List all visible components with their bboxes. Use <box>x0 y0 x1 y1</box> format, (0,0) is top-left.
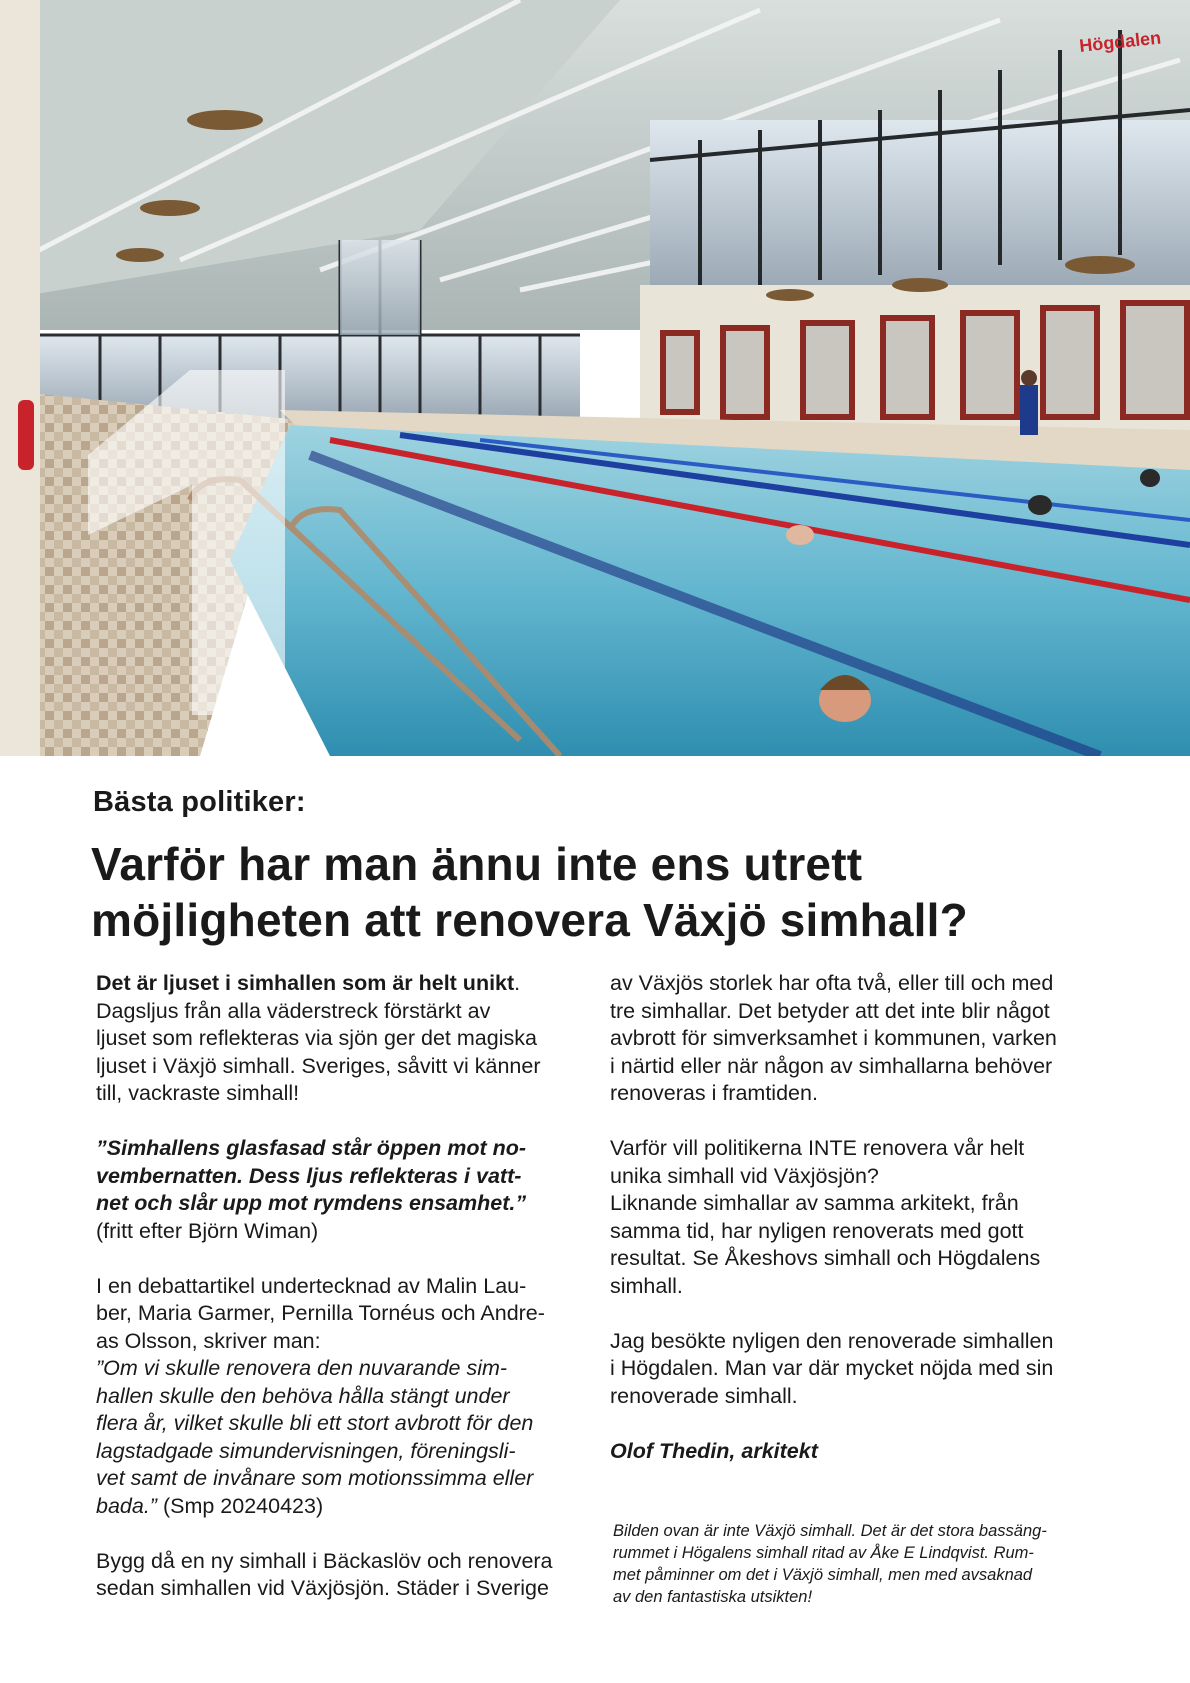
why-line: samma tid, har nyligen renoverats med gott <box>610 1218 1024 1243</box>
why-line: resultat. Se Åkeshovs simhall och Högdalens <box>610 1246 1041 1270</box>
cities-line: i närtid eller när någon av simhallarna behöver <box>610 1053 1053 1078</box>
left-column <box>96 970 586 1603</box>
quote-line: net och slår upp mot rymdens ensamhet.” <box>96 1191 527 1215</box>
debate-quote-line: lagstadgade simundervisningen, föreningsli- <box>96 1438 516 1463</box>
quote-source: (fritt efter Björn Wiman) <box>96 1218 319 1243</box>
visit-paragraph <box>610 1328 1100 1411</box>
visit-line: i Högdalen. Man var där mycket nöjda med sin <box>610 1356 1054 1380</box>
visit-line: Jag besökte nyligen den renoverade simhallen <box>610 1328 1054 1353</box>
build-paragraph <box>96 1548 586 1603</box>
photo-caption <box>613 1520 1093 1608</box>
build-line: Bygg då en ny simhall i Bäckaslöv och renovera <box>96 1548 553 1573</box>
why-line: simhall. <box>610 1273 683 1298</box>
visit-line: renoverade simhall. <box>610 1383 798 1408</box>
kicker: Bästa politiker: <box>93 786 306 818</box>
debate-line: I en debattartikel undertecknad av Malin Lau- <box>96 1273 527 1298</box>
caption-line: rummet i Högalens simhall ritad av Åke E Lindqvist. Rum- <box>613 1544 1034 1562</box>
intro-lead: Det är ljuset i simhallen som är helt unikt <box>96 971 515 995</box>
intro-line: ljuset som reflekteras via sjön ger det magiska <box>96 1026 537 1050</box>
debate-line: as Olsson, skriver man: <box>96 1328 321 1353</box>
quote-line: ”Simhallens glasfasad står öppen mot no- <box>96 1136 527 1160</box>
cities-line: avbrott för simverksamhet i kommunen, varken <box>610 1026 1057 1050</box>
caption-line: Bilden ovan är inte Växjö simhall. Det är det stora bassäng- <box>613 1522 1047 1540</box>
cities-line: renoveras i framtiden. <box>610 1081 818 1105</box>
signature: Olof Thedin, arkitekt <box>610 1438 818 1463</box>
headline-line-2: möjligheten att renovera Växjö simhall? <box>91 894 968 946</box>
why-line: unika simhall vid Växjösjön? <box>610 1163 879 1188</box>
intro-line: Dagsljus från alla väderstreck förstärkt av <box>96 998 491 1023</box>
intro-dot: . <box>514 971 521 995</box>
hogdalen-sign: Högdalen <box>1078 27 1162 56</box>
debate-quote-source: (Smp 20240423) <box>156 1493 324 1518</box>
intro-paragraph <box>96 970 586 1108</box>
debate-quote-line: ”Om vi skulle renovera den nuvarande sim- <box>96 1356 508 1380</box>
swimming-hall-illustration <box>0 0 1190 756</box>
debate-quote-line: hallen skulle den behöva hålla stängt under <box>96 1383 510 1408</box>
headline <box>91 836 1151 948</box>
headline-line-1: Varför har man ännu inte ens utrett <box>91 838 863 890</box>
why-line: Liknande simhallar av samma arkitekt, från <box>610 1191 1019 1215</box>
intro-line: ljuset i Växjö simhall. Sveriges, såvitt vi känner <box>96 1053 541 1078</box>
right-column <box>610 970 1100 1465</box>
caption-line: av den fantastiska utsikten! <box>613 1588 813 1606</box>
cities-paragraph <box>610 970 1100 1108</box>
debate-quote-line: vet samt de invånare som motionssimma eller <box>96 1466 534 1490</box>
quote-line: vembernatten. Dess ljus reflekteras i vatt- <box>96 1163 522 1188</box>
cities-line: av Växjös storlek har ofta två, eller till och med <box>610 971 1054 995</box>
debate-paragraph <box>96 1273 586 1521</box>
hero-photo <box>0 0 1190 756</box>
why-paragraph <box>610 1135 1100 1300</box>
cities-line: tre simhallar. Det betyder att det inte blir något <box>610 998 1050 1023</box>
why-line: Varför vill politikerna INTE renovera vår helt <box>610 1136 1025 1160</box>
build-line: sedan simhallen vid Växjösjön. Städer i Sverige <box>96 1576 549 1600</box>
quote-wiman <box>96 1135 586 1245</box>
intro-line: till, vackraste simhall! <box>96 1081 300 1105</box>
caption-line: met påminner om det i Växjö simhall, men med avsaknad <box>613 1566 1033 1584</box>
debate-quote-line: flera år, vilket skulle bli ett stort avbrott för den <box>96 1411 534 1435</box>
debate-quote-line: bada.” <box>96 1493 157 1518</box>
debate-line: ber, Maria Garmer, Pernilla Tornéus och Andre- <box>96 1301 545 1325</box>
